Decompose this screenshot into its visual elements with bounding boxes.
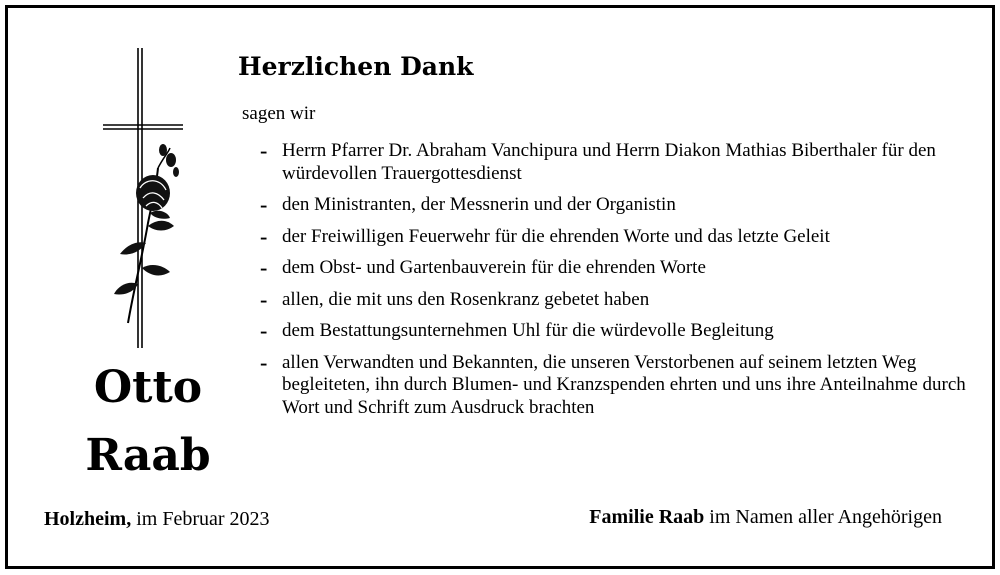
bullet-dash: -: [260, 349, 268, 375]
bullet-dash: -: [260, 255, 268, 280]
date: im Februar 2023: [131, 508, 270, 530]
family-name: Familie Raab: [589, 506, 705, 528]
list-item: - dem Bestattungsunternehmen Uhl für die würdevolle Begleitung: [260, 318, 774, 343]
family-signature: [589, 506, 942, 529]
family-suffix: im Namen aller Angehörigen: [704, 506, 942, 528]
bullet-dash: -: [260, 286, 268, 312]
list-item: - allen, die mit uns den Rosenkranz gebetet haben: [260, 286, 650, 312]
list-item: - dem Obst- und Gartenbauverein für die ehrenden Worte: [260, 255, 706, 280]
bullet-dash: -: [260, 318, 268, 343]
list-item: - Herrn Pfarrer Dr. Abraham Vanchipura und Herrn Diakon Mathias Biberthaler für den würdevollen Trauergottesdienst: [260, 138, 936, 184]
intro-text: sagen wir: [242, 103, 316, 124]
cross-with-rose-icon: [98, 48, 188, 348]
bullet-dash: -: [260, 138, 268, 163]
place-date: [44, 508, 270, 531]
bullet-dash: -: [260, 192, 268, 217]
bullet-dash: -: [260, 223, 268, 249]
page-title: Herzlichen Dank: [238, 52, 474, 81]
thanks-list: [258, 140, 968, 428]
place: Holzheim,: [44, 508, 132, 530]
deceased-last-name: Raab: [85, 430, 211, 481]
list-item: - den Ministranten, der Messnerin und der Organistin: [260, 192, 676, 217]
obituary-card: [5, 5, 995, 569]
list-item: - der Freiwilligen Feuerwehr für die ehrenden Worte und das letzte Geleit: [260, 223, 830, 249]
deceased-first-name: Otto: [93, 362, 203, 413]
list-item: - allen Verwandten und Bekannten, die unseren Verstorbenen auf seinem letzten Weg begleiteten, ihn durch Blumen- und Kranzspenden ehrten und uns ihre Anteilnahme durch Wort und Schrift zum Ausdruck brachten: [260, 349, 966, 418]
